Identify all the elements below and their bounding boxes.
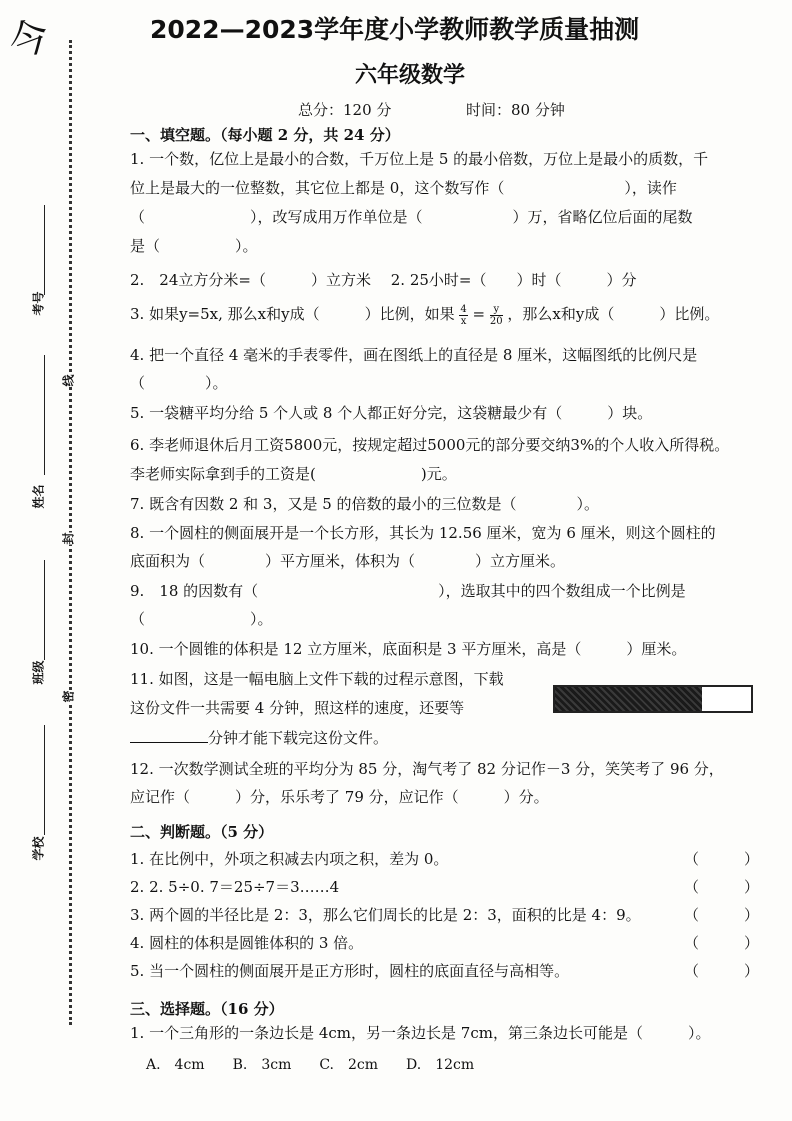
judge-5-paren[interactable]: （ ） [684,962,760,980]
name-underline [44,355,45,475]
seal-char-line: 线 [61,374,76,387]
judge-4-paren[interactable]: （ ） [684,934,760,952]
judge-4: 4. 圆柱的体积是圆锥体积的 3 倍。 [130,934,364,952]
section-3-title: 三、选择题。（16 分） [130,1000,284,1018]
download-progress-fill [555,687,702,711]
q3-num1: 4 [460,303,467,315]
exam-title: 2022—2023学年度小学教师教学质量抽测 [150,15,640,44]
judge-2: 2. 2. 5÷0. 7＝25÷7＝3……4 [130,878,340,896]
q2: 2. 24立方分米=（ ）立方米 2. 25小时=（ ）时（ ）分 [130,271,637,289]
q11-line1: 11. 如图，这是一幅电脑上文件下载的过程示意图，下载 [130,670,504,688]
q8-line1: 8. 一个圆柱的侧面展开是一个长方形，其长为 12.56 厘米，宽为 6 厘米，则这个圆柱的 [130,524,716,542]
school-underline [44,725,45,835]
q11-answer-blank[interactable] [130,728,208,743]
q4-line2: （ ）。 [130,374,228,392]
id-underline [44,205,45,295]
q3-fraction-2 [490,304,503,327]
handwritten-mark: 今 [2,11,56,69]
q8-line2: 底面积为（ ）平方厘米，体积为（ ）立方厘米。 [130,552,566,570]
q10: 10. 一个圆锥的体积是 12 立方厘米，底面积是 3 平方厘米，高是（ ）厘米。 [130,640,687,658]
q7: 7. 既含有因数 2 和 3，又是 5 的倍数的最小的三位数是（ ）。 [130,495,600,513]
q11-line2: 这份文件一共需要 4 分钟，照这样的速度，还要等 [130,699,465,717]
q3-equals: = [472,305,486,323]
q3-fraction-1 [459,304,467,327]
judge-1-paren[interactable]: （ ） [684,850,760,868]
seal-char-secret: 密 [61,690,76,703]
judge-3: 3. 两个圆的半径比是 2：3，那么它们周长的比是 2：3，面积的比是 4：9。 [130,906,641,924]
q6-line1: 6. 李老师退休后月工资5800元，按规定超过5000元的部分要交纳3%的个人收入所得税。 [130,436,730,454]
class-underline [44,560,45,660]
q11-line3 [130,727,388,748]
q4-line1: 4. 把一个直径 4 毫米的手表零件，画在图纸上的直径是 8 厘米，这幅图纸的比例尺是 [130,346,698,364]
q5: 5. 一袋糖平均分给 5 个人或 8 个人都正好分完，这袋糖最少有（ ）块。 [130,404,653,422]
q12-line1: 12. 一次数学测试全班的平均分为 85 分，淘气考了 82 分记作－3 分，笑笑考了 96 分， [130,760,724,778]
choice-q1-options: A. 4cm B. 3cm C. 2cm D. 12cm [146,1057,475,1073]
total-score: 总分：120 分 [298,101,392,119]
q11-line3-text: 分钟才能下载完这份文件。 [208,729,389,747]
q1-line1: 1. 一个数，亿位上是最小的合数，千万位上是 5 的最小倍数，万位上是最小的质数，千 [130,150,709,168]
download-progress-bar [553,685,753,713]
q1-line4: 是（ ）。 [130,237,258,255]
q6-line2: 李老师实际拿到手的工资是( )元。 [130,465,457,483]
judge-3-paren[interactable]: （ ） [684,906,760,924]
judge-5: 5. 当一个圆柱的侧面展开是正方形时，圆柱的底面直径与高相等。 [130,962,570,980]
q9-line2: （ ）。 [130,610,273,628]
q1-line3: （ ），改写成用万作单位是（ ）万，省略亿位后面的尾数 [130,208,693,226]
q3-part-a: 3. 如果y=5x, 那么x和y成（ ）比例，如果 [130,305,455,323]
school-label: 学校 [31,836,46,861]
q3-den1: x [460,315,467,327]
id-label: 考号 [31,291,46,316]
q9-line1: 9. 18 的因数有（ ），选取其中的四个数组成一个比例是 [130,582,686,600]
section-2-title: 二、判断题。（5 分） [130,823,274,841]
exam-time: 时间：80 分钟 [466,101,565,119]
class-label: 班级 [31,660,46,685]
seal-char-seal: 封 [61,532,76,545]
judge-1: 1. 在比例中，外项之积减去内项之积，差为 0。 [130,850,449,868]
choice-q1: 1. 一个三角形的一条边长是 4cm，另一条边长是 7cm，第三条边长可能是（ ）。 [130,1024,711,1042]
q1-line2: 位上是最大的一位整数，其它位上都是 0，这个数写作（ ），读作 [130,179,677,197]
q3-num2: y [490,304,503,316]
judge-2-paren[interactable]: （ ） [684,878,760,896]
section-1-title: 一、填空题。（每小题 2 分，共 24 分） [130,126,400,144]
exam-subtitle: 六年级数学 [355,63,466,88]
q3 [130,303,719,327]
q3-den2: 20 [489,315,503,327]
q3-part-b: ，那么x和y成（ ）比例。 [507,305,720,323]
q12-line2: 应记作（ ）分，乐乐考了 79 分，应记作（ ）分。 [130,788,549,806]
name-label: 姓名 [31,484,46,509]
